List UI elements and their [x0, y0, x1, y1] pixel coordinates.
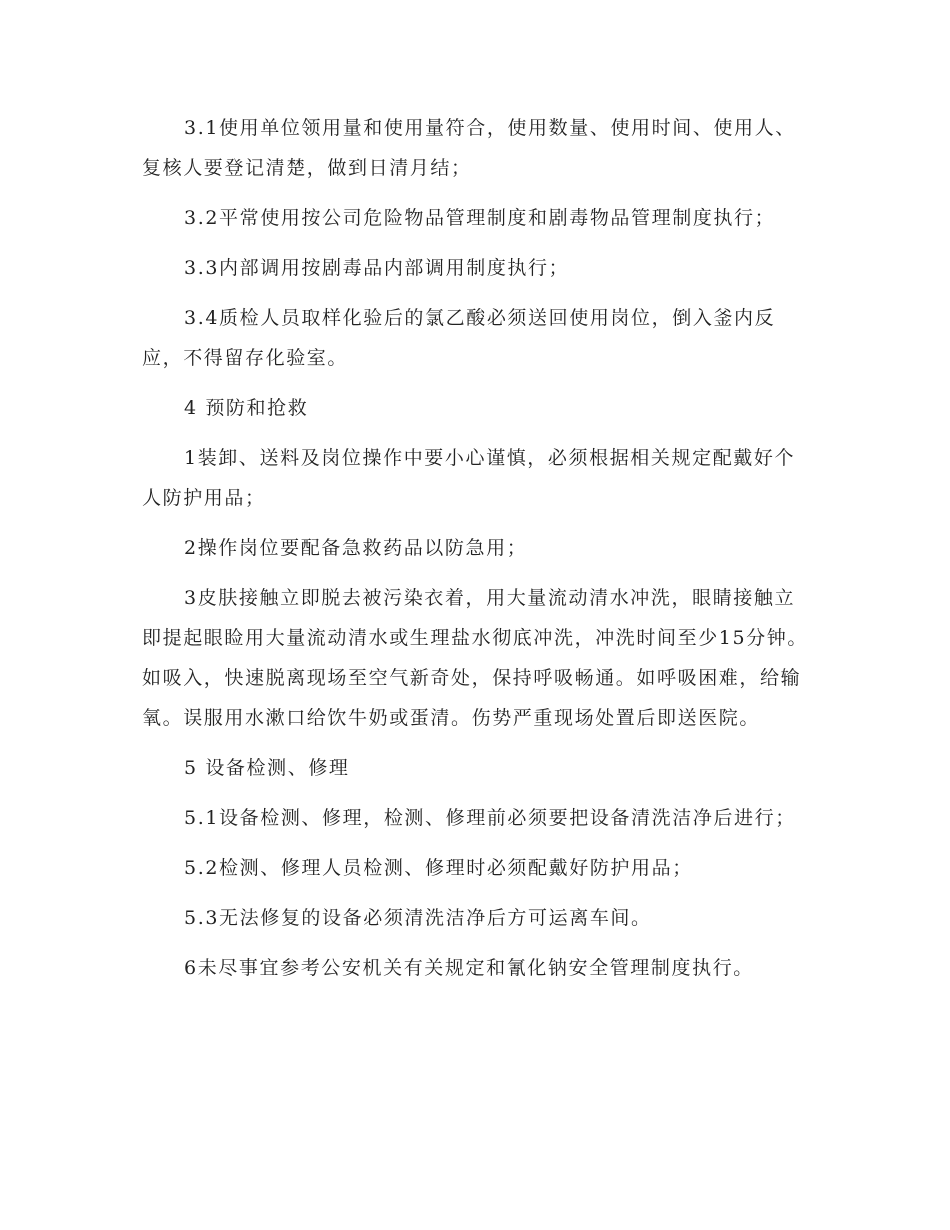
paragraph-5-1: 5.1设备检测、修理，检测、修理前必须要把设备清洗洁净后进行；: [184, 807, 796, 829]
paragraph-4-1: 1装卸、送料及岗位操作中要小心谨慎，必须根据相关规定配戴好个人防护用品；: [142, 447, 796, 509]
paragraph-4-2: 2操作岗位要配备急救药品以防急用；: [184, 537, 528, 559]
section-heading-4: 4 预防和抢救: [184, 397, 309, 419]
paragraph-3-1: 3.1使用单位领用量和使用量符合，使用数量、使用时间、使用人、复核人要登记清楚，做到日清月结；: [142, 117, 796, 179]
paragraph-3-2: 3.2平常使用按公司危险物品管理制度和剧毒物品管理制度执行；: [184, 207, 776, 229]
section-heading-5: 5 设备检测、修理: [184, 757, 350, 779]
paragraph-5-3: 5.3无法修复的设备必须清洗洁净后方可运离车间。: [184, 907, 652, 929]
paragraph-4-3: 3皮肤接触立即脱去被污染衣着，用大量流动清水冲洗，眼睛接触立即提起眼睑用大量流动清水或生理盐水彻底冲洗，冲洗时间至少15分钟。如吸入，快速脱离现场至空气新奇处，保持呼吸畅通。如呼吸困难，给输氧。误服用水漱口给饮牛奶或蛋清。伤势严重现场处置后即送医院。: [142, 587, 808, 729]
paragraph-3-3: 3.3内部调用按剧毒品内部调用制度执行；: [184, 257, 570, 279]
document-page: [142, 108, 814, 998]
paragraph-5-2: 5.2检测、修理人员检测、修理时必须配戴好防护用品；: [184, 857, 693, 879]
paragraph-3-4: 3.4质检人员取样化验后的氯乙酸必须送回使用岗位，倒入釜内反应，不得留存化验室。: [142, 307, 776, 369]
paragraph-6: 6未尽事宜参考公安机关有关规定和氰化钠安全管理制度执行。: [184, 957, 754, 979]
